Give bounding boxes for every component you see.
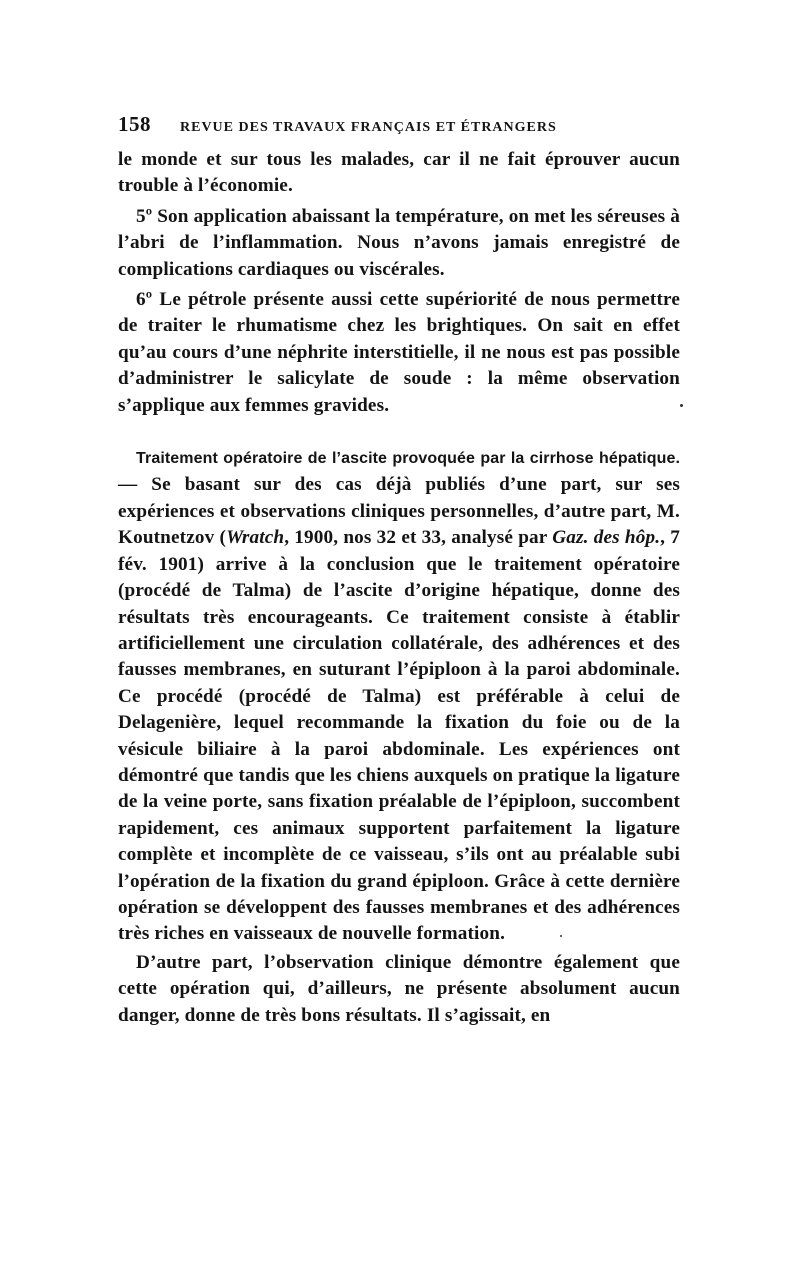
section-intro: — Se basant sur des cas déjà publiés d’une part, sur ses expériences et observations cliniques personnelles, d’autre part, M. Koutnetzov ( (118, 474, 680, 549)
section-title: Traitement opératoire de l’ascite provoquée par la cirrhose hépatique. (136, 450, 680, 468)
journal-wratch: Wratch (226, 527, 285, 549)
paragraph-point-6: 6º Le pétrole présente aussi cette supériorité de nous permettre de traiter le rhumatisme chez les brightiques. On sait en effet qu’au cours d’une néphrite interstitielle, il ne nous est pas possible d’administrer le salicylate de soude : la même observation s’applique aux femmes gravides. (118, 289, 680, 416)
paragraph-continuation: le monde et sur tous les malades, car il ne fait éprouver aucun trouble à l’économie. (118, 149, 680, 197)
document-page (118, 112, 680, 1029)
scan-speck (680, 404, 683, 407)
paragraph-point-5: 5º Son application abaissant la température, on met les séreuses à l’abri de l’inflammation. Nous n’avons jamais enregistré de complications cardiaques ou viscérales. (118, 205, 680, 280)
page-number: 158 (118, 112, 151, 136)
closing-paragraph: D’autre part, l’observation clinique démontre également que cette opération qui, d’ailleurs, ne présente absolument aucun danger, donne de très bons résultats. Il s’agissait, en (118, 951, 680, 1026)
section-reference: , 1900, nos 32 et 33, analysé par (284, 527, 553, 549)
scan-speck (560, 935, 562, 937)
running-header (118, 112, 680, 137)
running-title: REVUE DES TRAVAUX FRANÇAIS ET ÉTRANGERS (180, 120, 557, 135)
journal-gazette: Gaz. des hôp. (552, 527, 661, 549)
section-paragraph (118, 445, 680, 948)
section-body: , 7 fév. 1901) arrive à la conclusion que le traitement opératoire (procédé de Talma) de l’ascite d’origine hépatique, donne des résultats très encourageants. Ce traitement consiste à établir artificiellement une circulation collatérale, des adhérences et des fausses membranes, en suturant l’épiploon à la paroi abdominale. Ce procédé (procédé de Talma) est préférable à celui de Delagenière, lequel recommande la fixation du foie ou de la vésicule biliaire à la paroi abdominale. Les expériences ont démontré que tandis que les chiens auxquels on pratique la ligature de la veine porte, sans fixation préalable de l’épiploon, succombent rapidement, ces animaux supportent parfaitement la ligature complète et incomplète de ce vaisseau, s’ils ont au préalable subi l’opération de la fixation du grand épiploon. Grâce à cette dernière opération se développent des fausses membranes et des adhérences très riches en vaisseaux de nouvelle formation. (118, 527, 680, 945)
